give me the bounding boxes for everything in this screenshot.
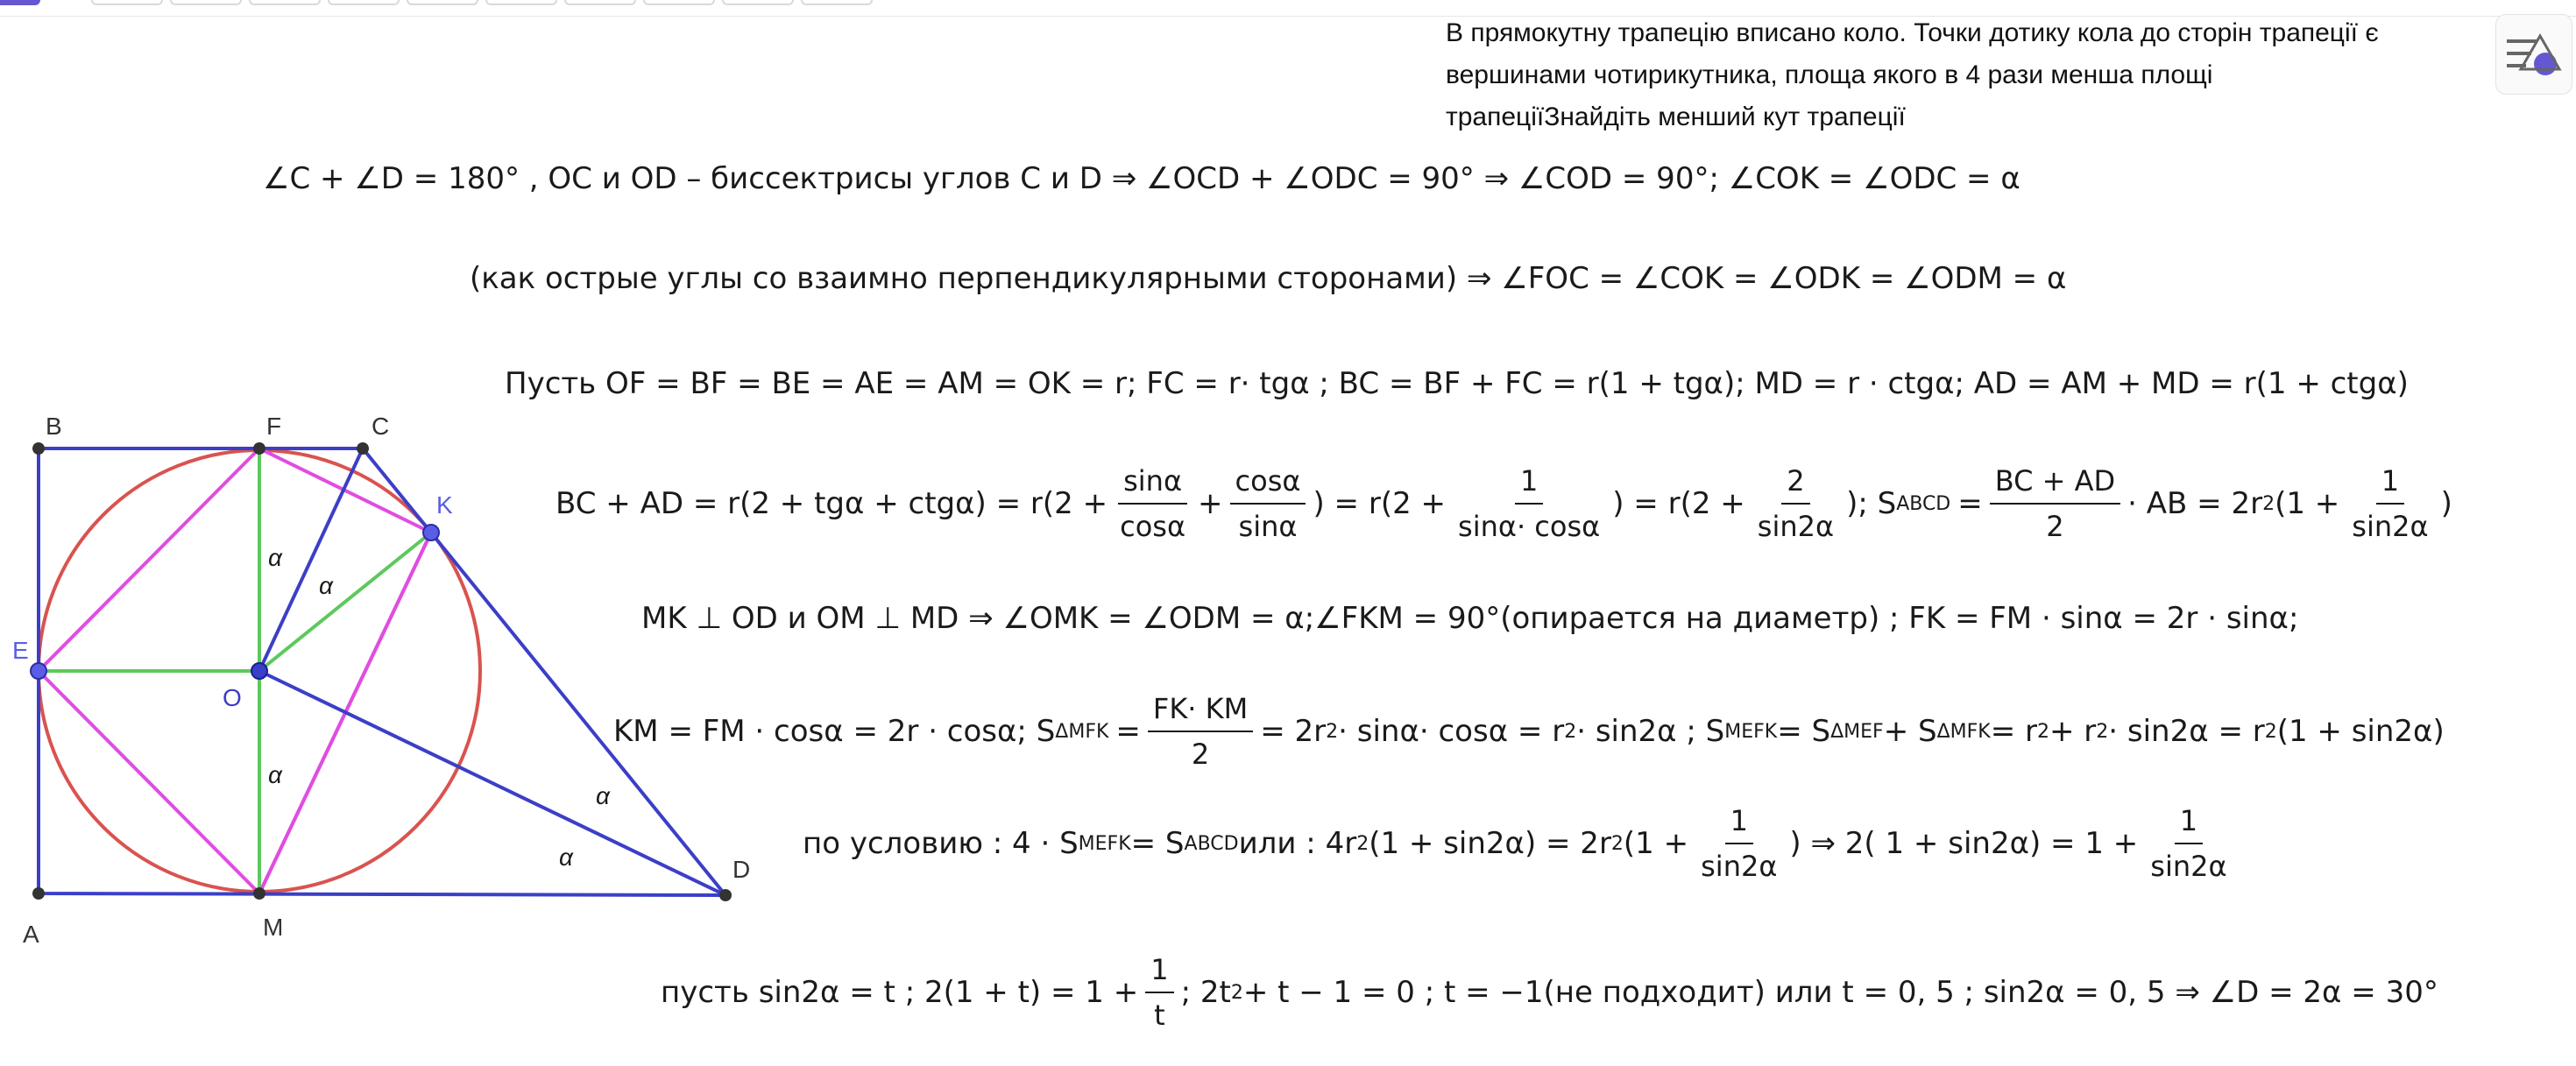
angle-label: α: [559, 844, 573, 871]
superscript: 2: [1356, 832, 1369, 855]
point-label-b: B: [46, 413, 62, 440]
tool-button-move[interactable]: [0, 0, 40, 5]
numerator: FK· KM: [1148, 692, 1253, 732]
point-b[interactable]: [32, 442, 45, 455]
point-label-e: E: [12, 637, 29, 664]
solution-line-1: ∠C + ∠D = 180° , OC и OD – биссектрисы углов C и D ⇒ ∠OCD + ∠ODC = 90° ⇒ ∠COD = 90°; ∠COK = ∠ODC = α: [263, 161, 2020, 196]
solution-line-2: (как острые углы со взаимно перпендикулярными сторонами) ⇒ ∠FOC = ∠COK = ∠ODK = ∠ODM = α: [470, 261, 2067, 296]
point-label-a: A: [23, 921, 39, 948]
tool-button[interactable]: [485, 0, 557, 5]
numerator: 1: [2175, 804, 2203, 844]
solution-line-5: MK ⊥ OD и OM ⊥ MD ⇒ ∠OMK = ∠ODM = α;∠FKM = 90°(опирается на диаметр) ; FK = FM · sinα = 2r · sinα;: [641, 601, 2299, 636]
denominator: sinα· cosα: [1458, 510, 1601, 543]
fraction: [1145, 953, 1173, 1032]
text: · AB = 2r: [2127, 486, 2263, 521]
text: · sin2α = r: [2108, 714, 2265, 749]
tool-button[interactable]: [643, 0, 715, 5]
angle-label: α: [596, 782, 610, 809]
text: ; 2t: [1180, 975, 1231, 1010]
text: (1 +: [2275, 486, 2340, 521]
point-label-k: K: [436, 491, 453, 519]
text: KM = FM · cosα = 2r · cosα; S: [613, 714, 1056, 749]
angle-label: α: [268, 544, 282, 571]
point-a[interactable]: [32, 887, 45, 900]
text: · sinα· cosα = r: [1338, 714, 1565, 749]
numerator: 1: [2376, 464, 2404, 505]
fraction: [2145, 804, 2232, 883]
denominator: t: [1154, 999, 1165, 1032]
denominator: sin2α: [1701, 850, 1778, 883]
subscript: ΔMEF: [1830, 720, 1884, 743]
point-e[interactable]: [31, 663, 46, 679]
fraction: [1453, 464, 1605, 543]
text: ); S: [1846, 486, 1897, 521]
point-k[interactable]: [423, 525, 439, 540]
radius-ok[interactable]: [259, 533, 431, 671]
text: =: [1115, 714, 1141, 749]
subscript: ΔMFK: [1936, 720, 1991, 743]
superscript: 2: [1326, 720, 1339, 743]
text: ) = r(2 +: [1612, 486, 1745, 521]
text: (1 +: [1623, 826, 1689, 861]
tool-button[interactable]: [328, 0, 400, 5]
text: ) ⇒ 2( 1 + sin2α) = 1 +: [1789, 826, 2139, 861]
superscript: 2: [2262, 492, 2275, 515]
numerator: cosα: [1230, 464, 1306, 505]
bisector-od[interactable]: [259, 671, 725, 895]
tool-button[interactable]: [722, 0, 794, 5]
numerator: sinα: [1118, 464, 1187, 505]
tool-button[interactable]: [407, 0, 478, 5]
subscript: MEFK: [1724, 720, 1778, 743]
text: ): [2440, 486, 2452, 521]
angle-label: α: [268, 761, 282, 788]
text: = S: [1130, 826, 1185, 861]
problem-text: [1446, 12, 2462, 138]
text: пусть sin2α = t ; 2(1 + t) = 1 +: [661, 975, 1139, 1010]
denominator: 2: [1191, 738, 1210, 771]
text: (1 + sin2α) = 2r: [1369, 826, 1611, 861]
denominator: sinα: [1238, 510, 1298, 543]
problem-line: вершинами чотирикутника, площа якого в 4 рази менша площі: [1446, 60, 2213, 89]
denominator: sin2α: [1757, 510, 1835, 543]
numerator: 1: [1515, 464, 1543, 505]
tool-button[interactable]: [249, 0, 321, 5]
fraction: [1695, 804, 1782, 883]
superscript: 2: [2096, 720, 2109, 743]
text: (1 + sin2α): [2276, 714, 2445, 749]
text: = S: [1777, 714, 1831, 749]
text: · sin2α ; S: [1576, 714, 1725, 749]
style-bar-icon: [2496, 15, 2572, 94]
text: + S: [1883, 714, 1937, 749]
tool-button[interactable]: [170, 0, 242, 5]
tool-button[interactable]: [801, 0, 873, 5]
solution-line-7: [803, 804, 2240, 883]
point-label-f: F: [266, 413, 282, 440]
point-label-c: C: [372, 413, 390, 440]
point-label-d: D: [732, 856, 751, 883]
numerator: BC + AD: [1990, 464, 2120, 505]
solution-line-8: [661, 953, 2438, 1032]
denominator: 2: [2046, 510, 2064, 543]
fraction: [2346, 464, 2433, 543]
superscript: 2: [1610, 832, 1624, 855]
text: + t − 1 = 0 ; t = −1(не подходит) или t = 0, 5 ; sin2α = 0, 5 ⇒ ∠D = 2α = 30°: [1242, 975, 2438, 1010]
solution-line-4: [556, 464, 2452, 543]
numerator: 2: [1781, 464, 1809, 505]
tool-button[interactable]: [91, 0, 163, 5]
superscript: 2: [2036, 720, 2049, 743]
superscript: 2: [1564, 720, 1577, 743]
numerator: 1: [1725, 804, 1753, 844]
point-m[interactable]: [253, 887, 265, 900]
point-f[interactable]: [253, 442, 265, 455]
point-label-m: M: [263, 914, 284, 941]
text: + r: [2049, 714, 2097, 749]
problem-line: трапеціїЗнайдіть менший кут трапеції: [1446, 102, 1906, 131]
style-bar-button[interactable]: [2495, 14, 2572, 95]
point-d[interactable]: [719, 889, 732, 901]
point-c[interactable]: [357, 442, 369, 455]
fraction: [1148, 692, 1253, 771]
problem-line: В прямокутну трапецію вписано коло. Точки дотику кола до сторін трапеції є: [1446, 18, 2379, 47]
subscript: ABCD: [1896, 492, 1951, 515]
superscript: 2: [1230, 981, 1243, 1004]
text: по условию : 4 · S: [803, 826, 1079, 861]
fraction: [1230, 464, 1306, 543]
tool-button[interactable]: [564, 0, 636, 5]
subscript: ABCD: [1184, 832, 1239, 855]
text: BC + AD = r(2 + tgα + ctgα) = r(2 +: [556, 486, 1108, 521]
fraction: [1990, 464, 2120, 543]
text: или : 4r: [1238, 826, 1357, 861]
denominator: cosα: [1120, 510, 1186, 543]
fraction: [1752, 464, 1839, 543]
subscript: MEFK: [1078, 832, 1131, 855]
point-label-o: O: [223, 684, 242, 711]
solution-line-3: Пусть OF = BF = BE = AE = AM = OK = r; FC = r· tgα ; BC = BF + FC = r(1 + tgα); MD = r · ctgα; AD = AM + MD = r(1 + ctgα): [505, 366, 2409, 401]
text: +: [1198, 486, 1223, 521]
solution-line-6: [613, 692, 2445, 771]
denominator: sin2α: [2352, 510, 2429, 543]
text: =: [1957, 486, 1983, 521]
text: = r: [1990, 714, 2037, 749]
geometry-figure: [0, 403, 771, 964]
text: ) = r(2 +: [1313, 486, 1447, 521]
text: = 2r: [1260, 714, 1327, 749]
numerator: 1: [1145, 953, 1173, 993]
denominator: sin2α: [2150, 850, 2227, 883]
fraction: [1115, 464, 1191, 543]
angle-label: α: [319, 572, 333, 599]
point-o[interactable]: [251, 663, 267, 679]
superscript: 2: [2264, 720, 2277, 743]
subscript: ΔMFK: [1055, 720, 1109, 743]
